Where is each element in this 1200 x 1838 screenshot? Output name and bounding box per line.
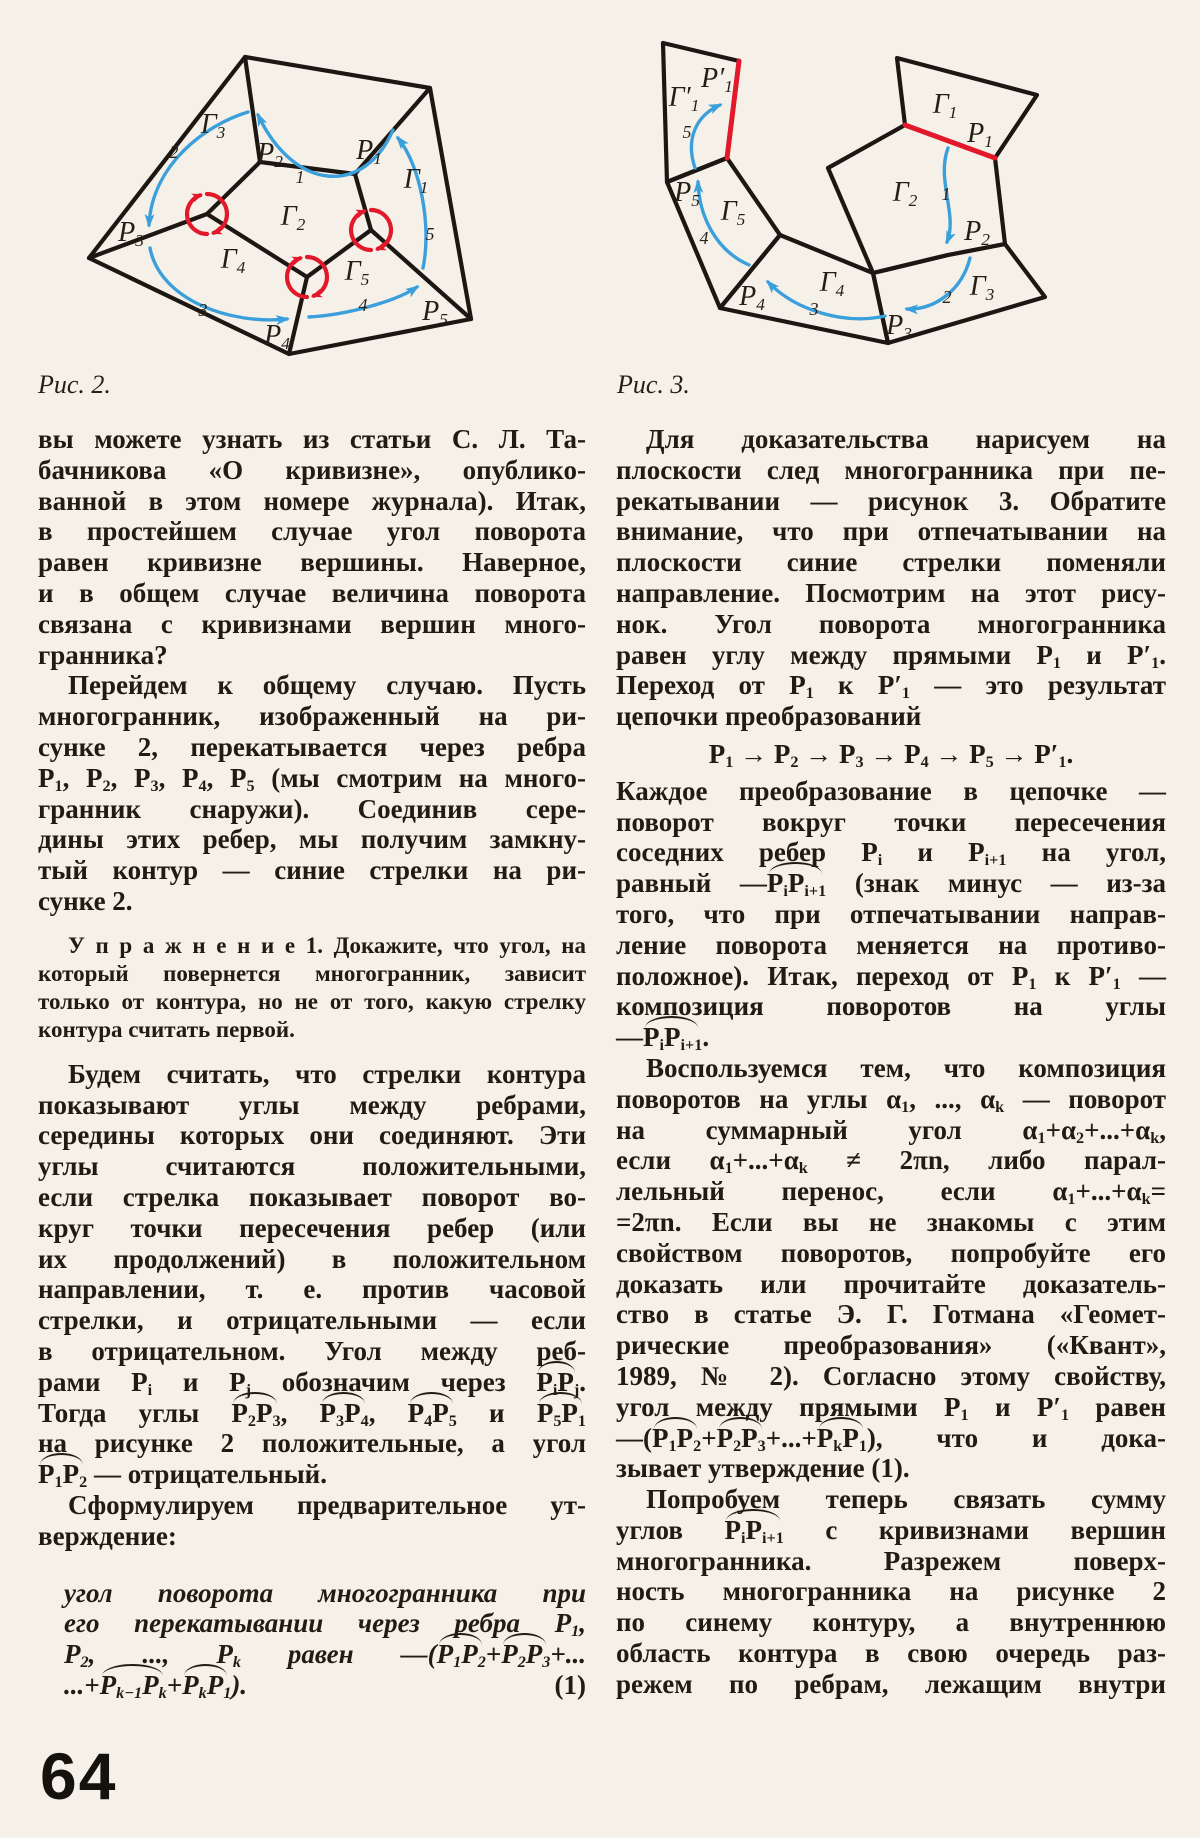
step-number-label: 3	[809, 299, 819, 319]
step-number-label: 3	[198, 300, 208, 320]
figure-label: $\Gamma_1$	[403, 164, 429, 198]
text-line: $—(P_1P_2+P_2P_3+...+P_kP_1)$, что и дока-	[616, 1422, 1166, 1455]
text-line: свойством поворотов, попробуйте его	[616, 1237, 1166, 1268]
text-line: по синему контуру, а внутреннюю	[616, 1607, 1166, 1638]
text-line: Перейдем к общему случаю. Пусть	[68, 670, 586, 701]
text-line: лельный перенос, если $\alpha_1+...+\alpha_k=$	[616, 1176, 1166, 1209]
figure-label: $P_3$	[886, 310, 912, 344]
text-line: вы можете узнать из статьи С. Л. Та-	[38, 424, 586, 454]
figure-label: $P_5$	[422, 296, 448, 330]
text-line: $P_1 \to P_2 \to P_3 \to P_4 \to P_5 \to P'_1$.	[708, 738, 1074, 772]
text-line: соседних ребер $P_i$ и $P_{i+1}$ на угол,	[616, 837, 1166, 870]
text-line: Будем считать, что стрелки контура	[68, 1058, 586, 1089]
text-line: У п р а ж н е н и е 1. Докажите, что угол, на	[68, 932, 586, 958]
page-number: 64	[40, 1739, 118, 1813]
step-number-label: 2	[169, 142, 179, 162]
text-line: композиция поворотов на углы	[616, 991, 1166, 1022]
text-line: и в общем случае величина поворота	[38, 577, 586, 608]
text-line: $P_1P_2$ — отрицательный.	[38, 1459, 327, 1492]
text-line: если стрелка показывает поворот во-	[38, 1181, 586, 1212]
text-line: в отрицательном. Угол между реб-	[38, 1335, 586, 1366]
text-line: зывает утверждение (1).	[616, 1453, 910, 1484]
step-number-label: 4	[699, 228, 709, 248]
text-line: его перекатывании через ребра $P_1$,	[64, 1608, 586, 1641]
text-line: поворотов на углы $\alpha_1$, ..., $\alpha_k$ — поворот	[616, 1083, 1166, 1116]
left-text-column	[38, 424, 586, 1701]
text-line: Переход от $P_1$ к $P'_1$ — это результат	[616, 670, 1166, 703]
text-line: Воспользуемся тем, что композиция	[646, 1052, 1166, 1083]
text-line: сунке 2, перекатывается через ребра	[38, 731, 586, 762]
text-line: ванной в этом номере журнала). Итак,	[38, 485, 586, 516]
figure-label: $\Gamma_2$	[892, 177, 918, 211]
text-line: показывают углы между ребрами,	[38, 1089, 586, 1120]
figure-label: $P_5$	[674, 177, 700, 211]
figures-row	[0, 0, 1200, 400]
figure-label: $\Gamma_1$	[932, 89, 958, 123]
figure-label: $\Gamma_5$	[344, 256, 370, 290]
figure-2-drawing	[0, 0, 600, 400]
text-line: =2πn. Если вы не знакомы с этим	[616, 1206, 1166, 1237]
text-line: плоскости след многогранника при пе-	[616, 454, 1166, 485]
step-number-label: 4	[358, 295, 368, 315]
text-line: Для доказательства нарисуем на	[646, 424, 1166, 454]
text-line: Каждое преобразование в цепочке —	[616, 775, 1166, 806]
figure-label: $P_1$	[356, 135, 382, 169]
text-line: их продолжений) в положительном	[38, 1243, 586, 1274]
text-line: $—P_iP_{i+1}$.	[616, 1022, 710, 1055]
figure-label: $P_2$	[257, 138, 283, 172]
figure-2-polyhedron	[0, 0, 600, 400]
right-column-text	[616, 424, 1166, 1700]
text-line: Сформулируем предварительное ут-	[68, 1489, 586, 1520]
figure-label: $\Gamma_2$	[280, 201, 306, 235]
figure-label: $P_1$	[967, 118, 993, 152]
left-column-text	[38, 424, 586, 1552]
text-line: круг точки пересечения ребер (или	[38, 1212, 586, 1243]
text-line: Тогда углы $P_2P_3$, $P_3P_4$, $P_4P_5$ и $P_5P_1$	[38, 1397, 586, 1430]
figure-label: $\Gamma_5$	[720, 196, 746, 230]
text-line: рекатывании — рисунок 3. Обратите	[616, 485, 1166, 516]
figure-label: $P_3$	[118, 217, 144, 251]
figure-label: $P_4$	[264, 320, 290, 354]
figure-label: $\Gamma_3$	[200, 109, 226, 143]
text-line: угол между прямыми $P_1$ и $P'_1$ равен	[616, 1391, 1166, 1424]
text-line: только от контура, но не от того, какую стрелку	[38, 988, 586, 1014]
step-number-label: 2	[942, 287, 952, 307]
figure-3-caption: Рис. 3.	[617, 370, 690, 399]
text-line: гранник снаружи). Соединив сере-	[38, 793, 586, 824]
text-line: цепочки преобразований	[616, 701, 922, 732]
figure-label: $P_2$	[964, 216, 990, 250]
text-line: режем по ребрам, лежащим внутри	[616, 1668, 1166, 1699]
text-line: середины которых они соединяют. Эти	[38, 1120, 586, 1151]
text-line: плоскости синие стрелки поменяли	[616, 547, 1166, 578]
text-line: равен кривизне вершины. Наверное,	[38, 547, 586, 578]
text-line: область контура в свою очередь раз-	[616, 1638, 1166, 1669]
text-line: $P_2$, ..., $P_k$ равен $—(P_1P_2+P_2P_3+$...	[64, 1639, 587, 1672]
statement-block	[38, 1578, 586, 1701]
text-line: равный $—P_iP_{i+1}$ (знак минус — из-за	[616, 868, 1166, 901]
right-text-column	[616, 424, 1166, 1700]
text-line: углов $P_iP_{i+1}$ с кривизнами вершин	[616, 1514, 1166, 1547]
text-line: гранника?	[38, 639, 168, 670]
text-line: рические преобразования» («Квант»,	[616, 1330, 1166, 1361]
figure-2-caption: Рис. 2.	[38, 370, 111, 399]
figure-label: $\Gamma_3$	[969, 271, 995, 305]
text-line: в простейшем случае угол поворота	[38, 516, 586, 547]
text-line: $...+P_{k-1}P_k+P_kP_1$). (1)	[64, 1669, 586, 1702]
text-line: ление поворота меняется на противо-	[616, 929, 1166, 960]
text-line: стрелки, и отрицательными — если	[38, 1305, 586, 1336]
text-line: дины этих ребер, мы получим замкну-	[38, 824, 586, 855]
text-line: того, что при отпечатывании направ-	[616, 898, 1166, 929]
figure-label: $\Gamma_4$	[220, 244, 246, 278]
text-line: внимание, что при отпечатывании на	[616, 516, 1166, 547]
text-line: равен углу между прямыми $P_1$ и $P'_1$.	[616, 639, 1166, 672]
step-number-label: 5	[425, 224, 435, 244]
figure-label: $\Gamma'_1$	[668, 82, 700, 116]
text-line: поворот вокруг точки пересечения	[616, 806, 1166, 837]
text-line: $P_1$, $P_2$, $P_3$, $P_4$, $P_5$ (мы смотрим на много-	[38, 762, 586, 795]
text-line: направление. Посмотрим на этот рису-	[616, 577, 1166, 608]
text-line: положное). Итак, переход от $P_1$ к $P'_1$ —	[616, 960, 1166, 993]
text-line: бачникова «О кривизне», опублико-	[38, 454, 586, 485]
equation-number: (1)	[554, 1669, 586, 1700]
text-line: который повернется многогранник, зависит	[38, 960, 586, 986]
text-line: многогранника. Разрежем поверх-	[616, 1545, 1166, 1576]
text-line: на суммарный угол $\alpha_1+\alpha_2+...+\alpha_k$,	[616, 1114, 1166, 1147]
text-line: углы считаются положительными,	[38, 1151, 586, 1182]
step-number-label: 5	[682, 122, 692, 142]
text-line: нок. Угол поворота многогранника	[616, 608, 1166, 639]
text-line: контура считать первой.	[38, 1016, 295, 1042]
text-line: ность многогранника на рисунке 2	[616, 1576, 1166, 1607]
text-line: если $\alpha_1+...+\alpha_k \ne 2\pi n$, либо парал-	[616, 1145, 1166, 1178]
text-line: сунке 2.	[38, 885, 133, 916]
text-line: многогранник, изображенный на ри-	[38, 701, 586, 732]
figure-label: $\Gamma_4$	[819, 267, 845, 301]
figure-label: $P_4$	[739, 281, 765, 315]
text-line: на рисунке 2 положительные, а угол	[38, 1428, 586, 1459]
text-line: доказать или прочитайте доказатель-	[616, 1268, 1166, 1299]
figure-3-unrolled-track	[600, 0, 1200, 400]
text-line: ство в статье Э. Г. Готмана «Геомет-	[616, 1299, 1166, 1330]
text-line: угол поворота многогранника при	[64, 1577, 586, 1608]
text-line: связана с кривизнами вершин много-	[38, 608, 586, 639]
text-line: направлении, т. е. против часовой	[38, 1274, 586, 1305]
text-line: верждение:	[38, 1520, 177, 1551]
text-line: 1989, № 2). Согласно этому свойству,	[616, 1360, 1166, 1391]
step-number-label: 1	[941, 184, 951, 204]
text-line: тый контур — синие стрелки на ри-	[38, 855, 586, 886]
figure-label: $P'_1$	[701, 63, 733, 97]
step-number-label: 1	[295, 167, 305, 187]
text-line: Попробуем теперь связать сумму	[646, 1484, 1166, 1515]
text-line: рами $P_i$ и $P_j$ обозначим через $P_iP_j$.	[38, 1366, 586, 1399]
